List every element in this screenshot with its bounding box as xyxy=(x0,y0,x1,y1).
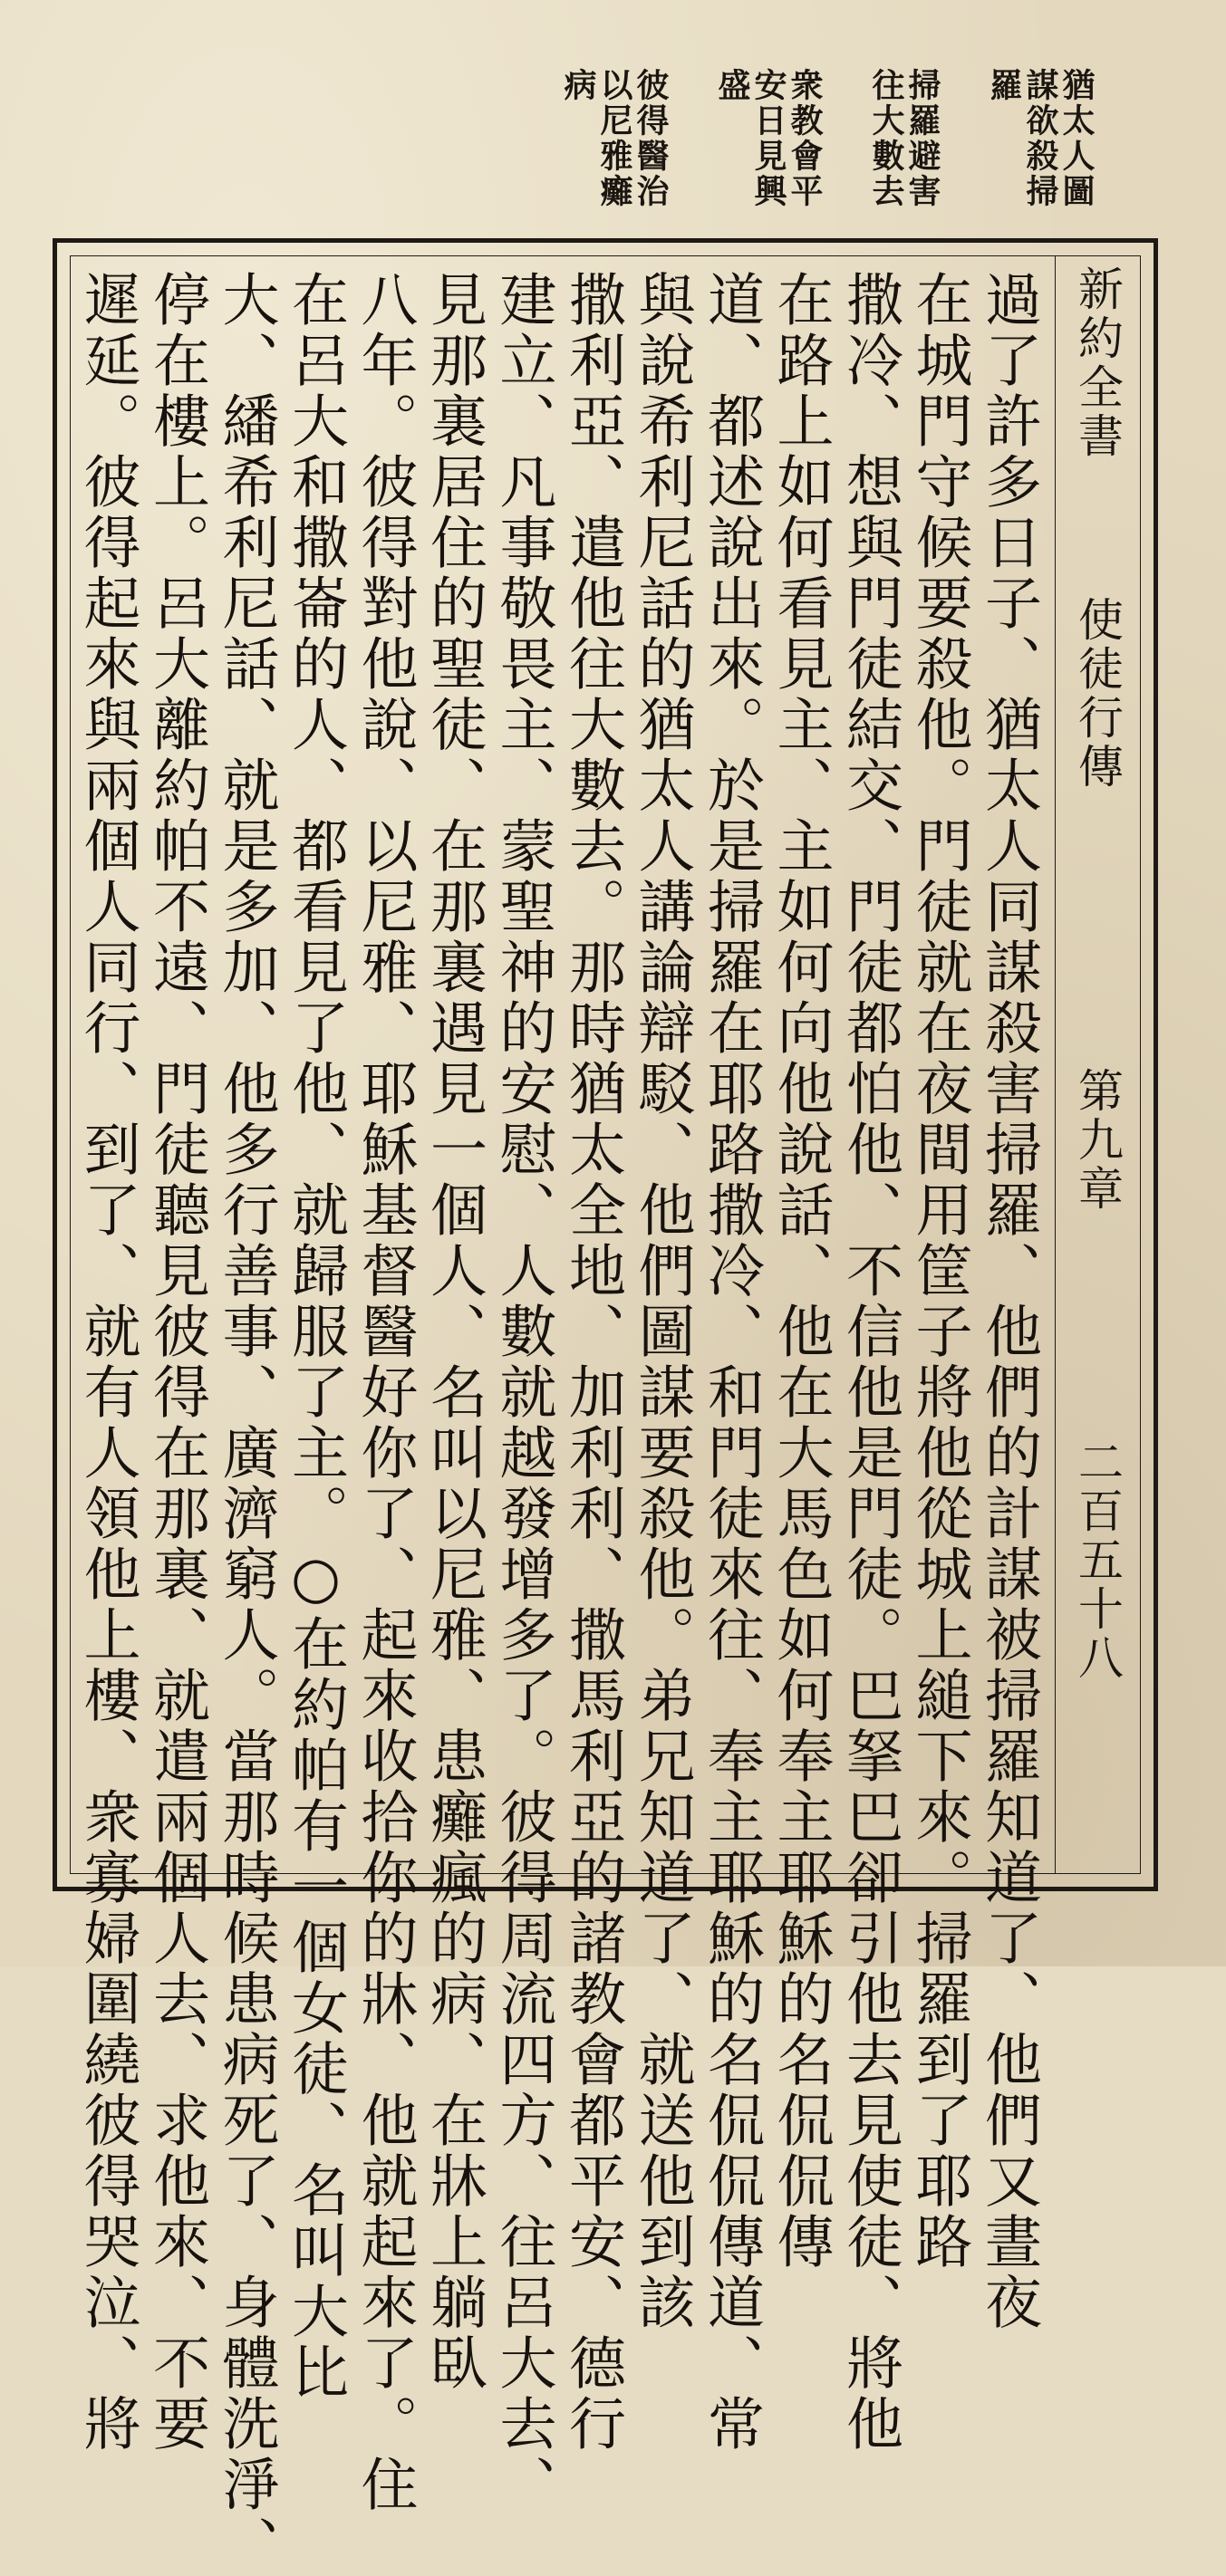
running-header xyxy=(1061,265,1134,1873)
headnote-line: 盛 xyxy=(713,68,751,103)
text-column: 遲延。彼得起來與兩個人同行、到了、就有人領他上樓、衆寡婦圍繞彼得哭泣、將 xyxy=(74,270,141,2455)
headnote-4 xyxy=(560,68,669,231)
book-title: 新約全書 xyxy=(1071,265,1124,461)
text-column: 與說希利尼話的猶太人講論辯駁、他們圖謀要殺他。弟兄知道了、就送他到該 xyxy=(629,270,696,2333)
headnote-line: 謀欲殺掃 xyxy=(1021,68,1059,209)
headnote-line: 掃羅避害 xyxy=(903,68,941,209)
text-column: 在呂大和撒崙的人、都看見了他、就歸服了主。○在約帕有一個女徒、名叫大比 xyxy=(283,270,349,2403)
header-divider-rule xyxy=(1055,255,1056,1874)
margin-headnotes xyxy=(560,68,1095,231)
text-column: 大、繙希利尼話、就是多加、他多行善事、廣濟窮人。當那時候患病死了、身體洗淨、 xyxy=(213,270,280,2576)
page-frame xyxy=(53,238,1158,2576)
headnote-line: 安日見興 xyxy=(749,68,787,209)
headnote-2 xyxy=(868,68,941,231)
headnote-line: 往大數去 xyxy=(867,68,905,209)
text-column: 八年。彼得對他說、以尼雅、耶穌基督醫好你了、起來收拾你的牀、他就起來了。住 xyxy=(352,270,419,2515)
text-column: 停在樓上。呂大離約帕不遠、門徒聽見彼得在那裏、就遣兩個人去、求他來、不要 xyxy=(144,270,210,2455)
headnote-line: 羅 xyxy=(985,68,1023,103)
headnote-line: 衆教會平 xyxy=(786,68,824,209)
page-number: 二百五十八 xyxy=(1071,1438,1124,1683)
text-column: 過了許多日子、猶太人同謀殺害掃羅、他們的計謀被掃羅知道了、他們又晝夜 xyxy=(976,270,1042,2333)
headnote-line: 彼得醫治 xyxy=(632,68,670,209)
headnote-line: 病 xyxy=(559,68,597,103)
text-column: 撒利亞、遣他往大數去。那時猶太全地、加利利、撒馬利亞的諸教會都平安、德行 xyxy=(560,270,626,2455)
body-text xyxy=(72,270,1043,2576)
chapter-label: 第九章 xyxy=(1071,1067,1124,1214)
text-column: 建立、凡事敬畏主、蒙聖神的安慰、人數就越發增多了。彼得周流四方、往呂大去、 xyxy=(490,270,557,2515)
headnote-1 xyxy=(986,68,1095,231)
book-name: 使徒行傳 xyxy=(1071,596,1124,792)
text-column: 在路上如何看見主、主如何向他說話、他在大馬色如何奉主耶穌的名侃侃傳 xyxy=(767,270,835,2273)
headnote-line: 以尼雅癱 xyxy=(595,68,633,209)
text-column: 道、都述說出來。於是掃羅在耶路撒冷、和門徒來往、奉主耶穌的名侃侃傳道、常 xyxy=(699,270,765,2455)
text-column: 見那裏居住的聖徒、在那裏遇見一個人、名叫以尼雅、患癱瘋的病、在牀上躺臥 xyxy=(421,270,488,2394)
text-column: 在城門守候要殺他。門徒就在夜間用筐子將他從城上縋下來。掃羅到了耶路 xyxy=(906,270,973,2273)
text-column: 撒冷、想與門徒結交、門徒都怕他、不信他是門徒。巴拏巴卻引他去見使徒、將他 xyxy=(837,270,903,2455)
headnote-line: 猶太人圖 xyxy=(1057,68,1096,209)
headnote-3 xyxy=(714,68,823,231)
